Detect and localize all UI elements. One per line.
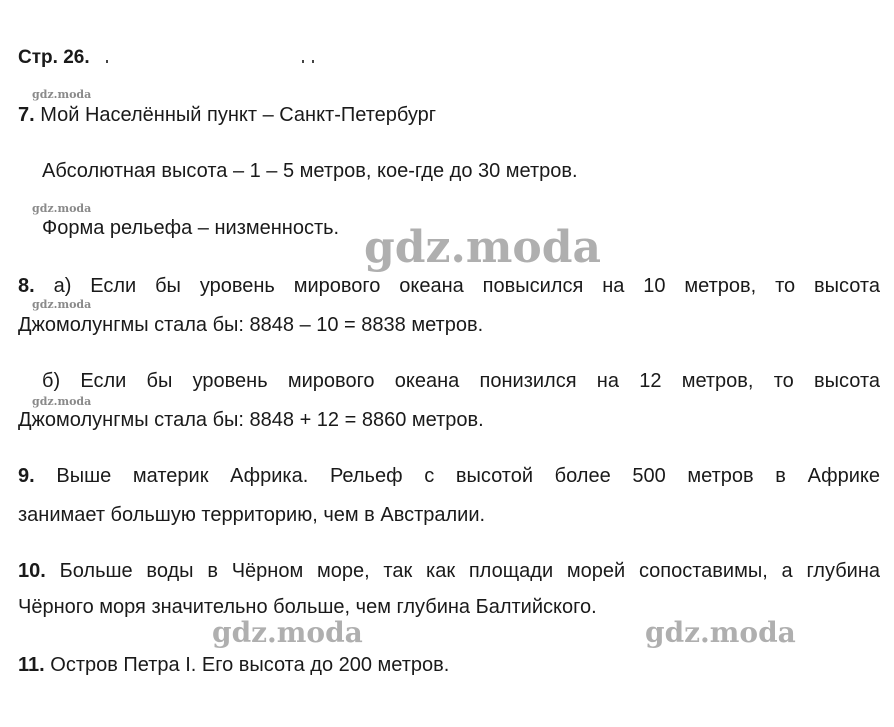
watermark-small: gdz.moda [32, 202, 92, 215]
answer-7-number: 7. [18, 104, 35, 126]
answer-9-text-2: занимает большую территорию, чем в Австралии. [18, 504, 486, 526]
answer-9-number: 9. [18, 465, 35, 487]
answer-11-number: 11. [18, 654, 45, 676]
answer-8b-text-2: Джомолунгмы стала бы: 8848 + 12 = 8860 метров. [18, 409, 484, 431]
watermark-large: gdz.moda [212, 616, 363, 649]
answer-10-number: 10. [18, 560, 46, 582]
answer-7-text-2: Абсолютная высота – 1 – 5 метров, кое-где до 30 метров. [42, 160, 578, 182]
watermark-large: gdz.moda [364, 222, 602, 273]
watermark-small: gdz.moda [32, 298, 92, 311]
answer-8-number: 8. [18, 275, 35, 297]
answer-10-text-1: Больше воды в Чёрном море, так как площади морей сопоставимы, а глубина [59, 560, 880, 582]
answer-8b-text-1: б) Если бы уровень мирового океана понизился на 12 метров, то высота [42, 370, 880, 392]
cropped-header-tail [106, 54, 316, 64]
answer-10-text-2: Чёрного моря значительно больше, чем глубина Балтийского. [18, 596, 597, 618]
answer-11-text-1: Остров Петра I. Его высота до 200 метров. [50, 654, 450, 676]
answer-7-text-1: Мой Населённый пункт – Санкт-Петербург [40, 104, 437, 126]
watermark-large: gdz.moda [645, 616, 796, 649]
answer-8a-line-1 [18, 274, 880, 298]
answer-8a-text-2: Джомолунгмы стала бы: 8848 – 10 = 8838 метров. [18, 314, 484, 336]
answer-10-line-1 [18, 559, 880, 583]
page-label: Стр. 26. [18, 47, 90, 68]
answer-9-text-1: Выше материк Африка. Рельеф с высотой более 500 метров в Африке [56, 465, 880, 487]
answer-8a-text-1: а) Если бы уровень мирового океана повысился на 10 метров, то высота [53, 275, 880, 297]
answer-7-text-3: Форма рельефа – низменность. [42, 217, 340, 239]
answer-11-line-1 [18, 653, 449, 677]
answer-7-line-1 [18, 103, 436, 127]
watermark-small: gdz.moda [32, 88, 92, 101]
answer-9-line-1 [18, 464, 880, 488]
watermark-small: gdz.moda [32, 395, 92, 408]
